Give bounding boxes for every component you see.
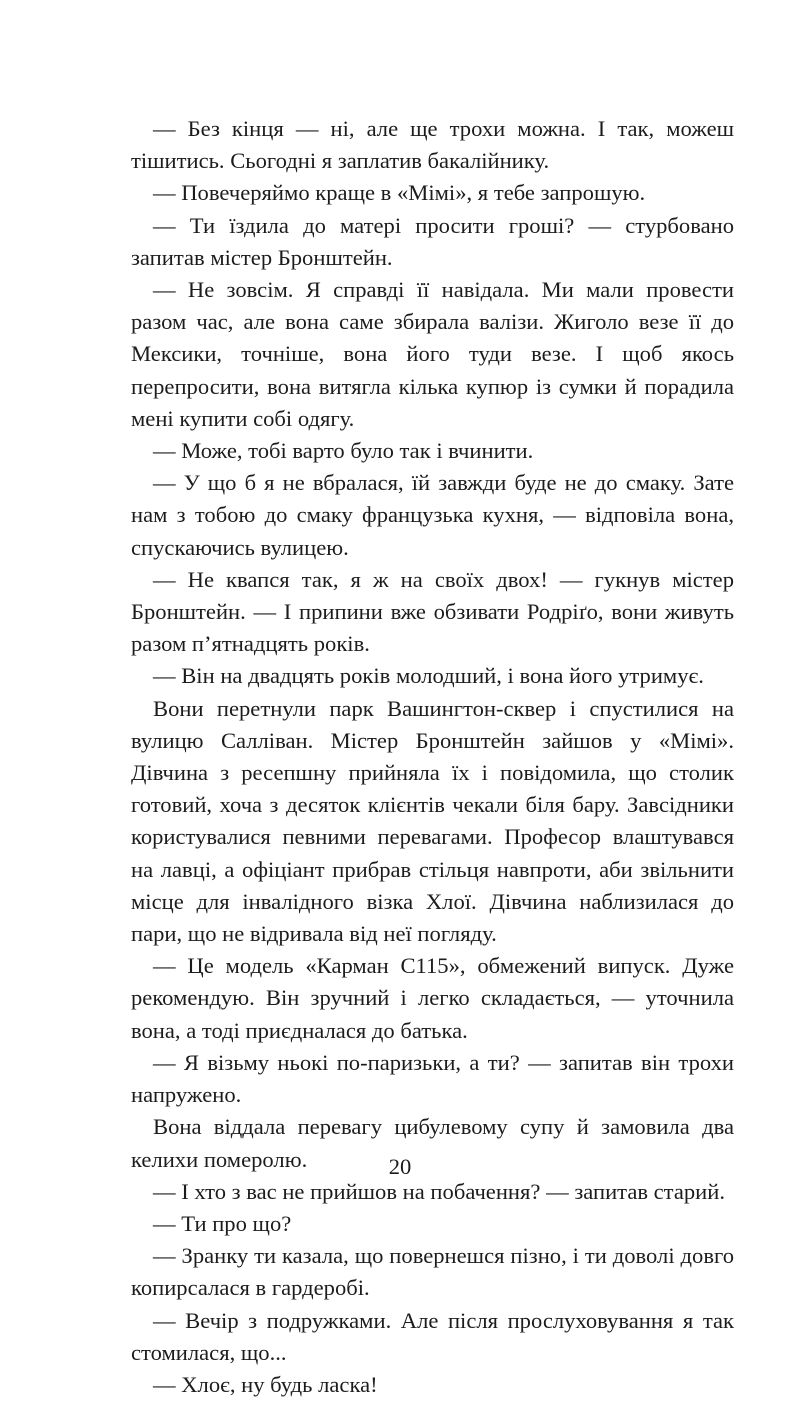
paragraph-10: — Це модель «Карман С115», обмежений випуск. Дуже рекомендую. Він зручний і легко складається, — уточнила вона, а тоді приєдналася до батька. bbox=[131, 953, 734, 1043]
paragraph-6: — У що б я не вбралася, їй завжди буде не до смаку. Зате нам з тобою до смаку французька кухня, — відповіла вона, спускаючись вулицею. bbox=[131, 470, 734, 560]
paragraph-17: — Хлоє, ну будь ласка! bbox=[153, 1371, 378, 1397]
body-text bbox=[131, 113, 734, 1401]
paragraph-2: — Повечеряймо краще в «Мімі», я тебе запрошую. bbox=[153, 180, 646, 206]
paragraph-8: — Він на двадцять років молодший, і вона його утримує. bbox=[153, 663, 704, 689]
paragraph-16: — Вечір з подружками. Але після прослуховування я так стомилася, що... bbox=[131, 1307, 734, 1365]
paragraph-14: — Ти про що? bbox=[153, 1210, 292, 1236]
paragraph-12: Вона віддала перевагу цибулевому супу й замовила два келихи померолю. bbox=[131, 1114, 734, 1172]
paragraph-5: — Може, тобі варто було так і вчинити. bbox=[153, 438, 534, 464]
paragraph-13: — І хто з вас не прийшов на побачення? — запитав старий. bbox=[153, 1178, 725, 1204]
paragraph-7: — Не квапся так, я ж на своїх двох! — гукнув містер Бронштейн. — І припини вже обзивати Родріґо, вони живуть разом п’ятнадцять років. bbox=[131, 566, 734, 657]
paragraph-1: — Без кінця — ні, але ще трохи можна. І так, можеш тішитись. Сьогодні я заплатив бакалійнику. bbox=[131, 116, 734, 174]
paragraph-9: Вони перетнули парк Вашингтон-сквер і спустилися на вулицю Салліван. Містер Бронштейн зайшов у «Мімі». Дівчина з ресепшну прийняла їх і повідомила, що столик готовий, хоча з десяток клієнтів чекали біля бару. Завсідники користувалися певними перевагами. Професор влаштувався на лавці, а офіціант прибрав стільця навпроти, аби звільнити місце для інвалідного візка Хлої. Дівчина наблизилася до пари, що не відривала від неї погляду. bbox=[131, 695, 734, 947]
paragraph-15: — Зранку ти казала, що повернешся пізно, і ти доволі довго копирсалася в гардеробі. bbox=[131, 1243, 734, 1301]
page-number: 20 bbox=[388, 1154, 412, 1179]
paragraph-3: — Ти їздила до матері просити гроші? — стурбовано запитав містер Бронштейн. bbox=[131, 212, 734, 270]
paragraph-11: — Я візьму ньокі по-паризьки, а ти? — запитав він трохи напружено. bbox=[131, 1049, 734, 1108]
paragraph-4: — Не зовсім. Я справді її навідала. Ми мали провести разом час, але вона саме збирала валізи. Жиголо везе її до Мексики, точніше, вона його туди везе. І щоб якось перепросити, вона витягла кілька купюр із сумки й порадила мені купити собі одягу. bbox=[131, 277, 734, 431]
